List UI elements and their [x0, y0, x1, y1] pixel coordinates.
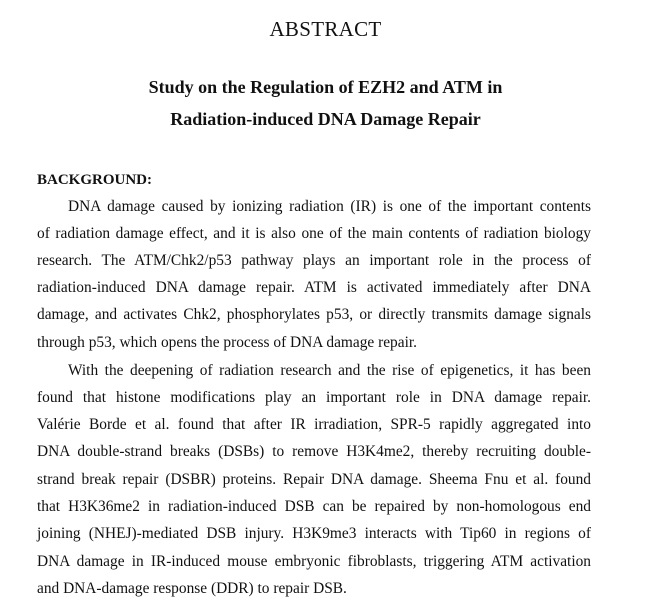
abstract-heading: ABSTRACT [269, 17, 382, 41]
paragraph-line: research. The ATM/Chk2/p53 pathway plays an important role in the process of [37, 252, 591, 269]
paragraph-line: DNA damage caused by ionizing radiation (IR) is one of the important contents [68, 198, 591, 215]
paper-title-line-1: Study on the Regulation of EZH2 and ATM in [148, 77, 503, 97]
paragraph-line: joining (NHEJ)-mediated DSB injury. H3K9me3 interacts with Tip60 in regions of [37, 525, 591, 542]
paper-title-line-2: Radiation-induced DNA Damage Repair [170, 109, 481, 129]
paragraph-line: through p53, which opens the process of DNA damage repair. [37, 334, 417, 351]
paragraph-line: that H3K36me2 in radiation-induced DSB can be repaired by non-homologous end [37, 498, 591, 515]
paragraph-line: radiation-induced DNA damage repair. ATM is activated immediately after DNA [37, 279, 591, 296]
paragraph-line: With the deepening of radiation research and the rise of epigenetics, it has been [68, 362, 591, 379]
section-label-background: BACKGROUND: [37, 172, 152, 188]
paragraph-line: strand break repair (DSBR) proteins. Repair DNA damage. Sheema Fnu et al. found [37, 471, 591, 488]
paragraph-line: DNA damage in IR-induced mouse embryonic fibroblasts, triggering ATM activation [37, 553, 591, 570]
paragraph-line: damage, and activates Chk2, phosphorylates p53, or directly transmits damage signals [37, 306, 591, 323]
paragraph-line: and DNA-damage response (DDR) to repair DSB. [37, 580, 347, 597]
paragraph-line: found that histone modifications play an important role in DNA damage repair. [37, 389, 591, 406]
paragraph-line: Valérie Borde et al. found that after IR irradiation, SPR-5 rapidly aggregated into [37, 416, 591, 433]
paragraph-line: of radiation damage effect, and it is also one of the main contents of radiation biology [37, 225, 591, 242]
paragraph-line: DNA double-strand breaks (DSBs) to remove H3K4me2, thereby recruiting double- [37, 443, 591, 460]
